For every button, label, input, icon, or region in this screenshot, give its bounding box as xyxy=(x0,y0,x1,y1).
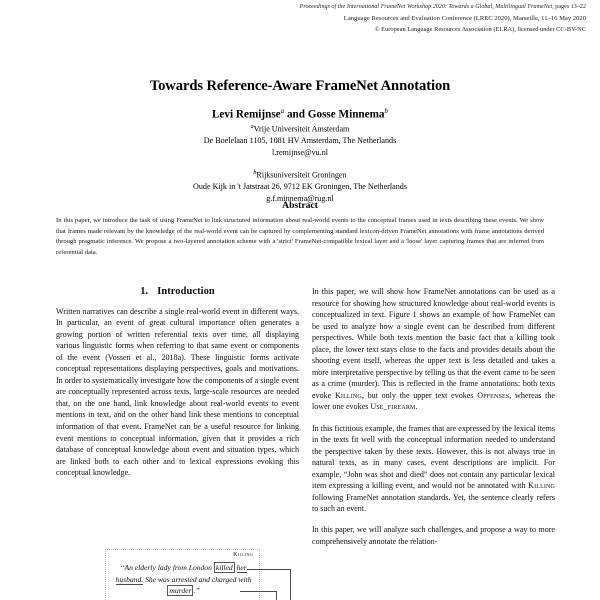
author-two-marker: b xyxy=(384,107,389,115)
affiliation-b-name-line xyxy=(0,168,600,181)
banner-proceedings-title: Proceedings of the International FrameNet Workshop 2020: Towards a Global, Multilingual FrameNet xyxy=(299,4,553,10)
paragraph xyxy=(312,286,555,413)
section-title: Introduction xyxy=(157,286,215,297)
paragraph-text: following FrameNet annotation standards. Yet, the sentence clearly refers to such an event. xyxy=(312,492,555,514)
paragraph-text: In this fictitious example, the frames that are expressed by the lexical items in the texts fit well with the conceptual information needed to understand the perspective taken by these texts. However, this is not always true in natural texts, as in many cases, event descriptions are implicit. For example, “John was shot and died” does not contain any particular lexical item expressing a killing event, and would not be annotated with xyxy=(312,423,555,491)
paragraph: In this paper, we will analyze such challenges, and propose a way to more comprehensively annotate the relation- xyxy=(312,525,555,546)
figure-text-segment: She was arrested and xyxy=(143,574,210,584)
author-one: Levi Remijnse xyxy=(211,108,281,121)
figure-frame-label-killing: Killing xyxy=(233,551,253,558)
figure-example-text xyxy=(109,562,258,597)
affiliation-a-address: De Boelelaan 1105, 1081 HV Amsterdam, The Netherlands xyxy=(203,136,397,146)
banner-page-range: , pages 13–22 xyxy=(552,4,586,10)
figure-connector-line xyxy=(240,591,277,592)
affiliation-a-name-line xyxy=(0,122,600,135)
figure-text-segment: .” xyxy=(193,586,200,596)
paragraph-text: , but only the upper text evokes xyxy=(361,390,478,400)
page-title: Towards Reference-Aware FrameNet Annotation xyxy=(149,78,451,94)
paragraph xyxy=(312,423,555,515)
figure-text-segment: charged with xyxy=(211,574,252,584)
affiliation-a-email: l.remijnse@vu.nl xyxy=(271,147,328,157)
affiliation-a xyxy=(0,122,600,158)
figure-text-segment: “An elderly lady from London xyxy=(120,563,214,572)
affiliation-b-marker: b xyxy=(253,170,257,176)
affiliation-a-marker: a xyxy=(250,124,254,130)
body-column-right xyxy=(312,286,555,557)
proceedings-banner xyxy=(0,3,600,35)
figure-1-annotation-example xyxy=(105,549,260,600)
body-column-left xyxy=(56,286,299,488)
affiliation-b-email: g.f.minnema@rug.nl xyxy=(266,193,334,203)
frame-name-offenses: Offenses xyxy=(477,390,510,400)
author-one-marker: a xyxy=(280,107,285,115)
figure-target-murder: murder xyxy=(169,586,192,596)
author-joiner: and Gosse Minnema xyxy=(284,108,385,121)
figure-connector-line xyxy=(247,569,291,570)
section-number: 1. xyxy=(140,286,149,297)
frame-name-killing: Killing xyxy=(528,481,555,491)
figure-target-killed: killed xyxy=(215,563,233,572)
affiliation-b-address: Oude Kijk in 't Jatstraat 26, 9712 EK Groningen, The Netherlands xyxy=(193,182,407,192)
affiliation-a-name: Vrije Universiteit Amsterdam xyxy=(253,124,350,134)
figure-connector-line xyxy=(276,591,277,600)
section-heading-introduction xyxy=(56,286,299,298)
banner-line-conference: Language Resources and Evaluation Conference (LREC 2020), Marseille, 11–16 May 2020 xyxy=(343,14,586,22)
figure-underlined-span: her husband. xyxy=(115,563,247,584)
banner-line-proceedings xyxy=(0,3,586,13)
author-list xyxy=(0,107,600,121)
paragraph-text: . xyxy=(415,402,418,412)
figure-connector-line xyxy=(290,569,291,600)
frame-name-use-firearm: Use_firearm xyxy=(370,402,416,412)
affiliation-b xyxy=(0,168,600,204)
paragraph-text: In this paper, we will show how FrameNet annotations can be used as a resource for showing how structured knowledge about real-world events is conceptualized in text. Figure 1 shows an example of how FrameNet can be used to analyze how a single event can be described from different perspectives. While both texts mention the basic fact that a killing took place, the lower text stays close to the facts and provides details about the shooting event itself, whereas the upper text is less detailed and takes a more interpretative perspective by telling us that the event came to be seen as a crime (murder). This is reflected in the frame annotations: both texts evoke xyxy=(312,287,555,400)
banner-line-license: © European Language Resources Association (ELRA), licensed under CC-BY-NC xyxy=(374,25,586,33)
paragraph-text: , whereas the lower one evokes xyxy=(312,390,555,412)
abstract-body: In this paper, we introduce the task of using FrameNet to link structured information about real-world events to the conceptual frames used in texts describing these events. We show that frames made relevant by the knowledge of the real-world event can be captured by complementing standard lexicon-driven FrameNet annotations with frame annotations derived through pragmatic inference. We propose a two-layered annotation scheme with a 'strict' FrameNet-compatible lexical layer and a 'loose' layer capturing frames that are inferred from referential data. xyxy=(56,217,544,256)
paragraph: Written narratives can describe a single real-world event in different ways. In particular, an event of great cultural importance often generates a growing portion of written referential texts over time, all displaying various linguistic forms when referring to that same event or components of the event (Vossen et al., 2018a). These linguistic forms activate conceptual representations displaying perspectives, goals and motivations. In order to systematically investigate how the components of a single event are conceptually represented across texts, large-scale resources are needed that, on the one hand, link knowledge about real-world events to event mentions in text, and on the other hand link these mentions to conceptual information of that event. FrameNet can be a useful resource for linking event mentions to conceptual information, given that it provides a rich database of conceptual knowledge about event and situation types, which are linked both to each other and to lexical expressions evoking this conceptual knowledge. xyxy=(56,306,299,478)
affiliation-b-name: Rijksuniversiteit Groningen xyxy=(256,170,347,180)
abstract-heading: Abstract xyxy=(282,200,318,211)
frame-name-killing: Killing xyxy=(334,390,362,400)
